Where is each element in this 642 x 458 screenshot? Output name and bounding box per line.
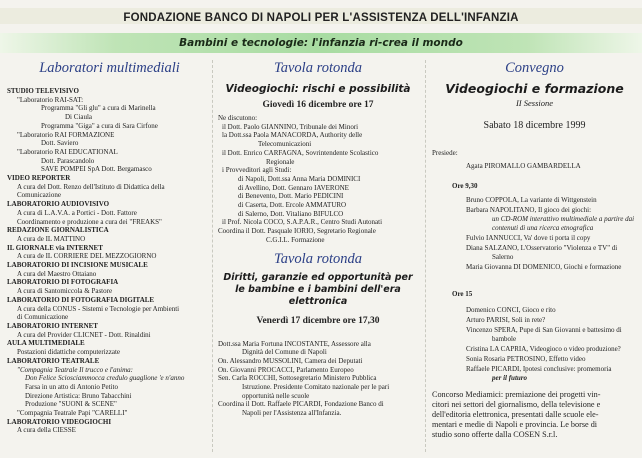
text-line: di Salerno, Dott. Vitaliano BIFULCO <box>238 209 344 218</box>
column-divider <box>425 60 426 452</box>
laboratori-list <box>7 87 212 435</box>
text-line: contenuti di una ricerca etnografica <box>492 224 594 232</box>
section-heading: Ore 9,30 <box>452 182 478 190</box>
text-line: Agata PIROMALLO GAMBARDELLA <box>466 162 581 170</box>
subtitle-text: Bambini e tecnologie: l'infanzia ri-crea il mondo <box>179 37 463 49</box>
text-line: Salerno <box>492 253 514 261</box>
text-line: Cristina LA CAPRIA, Videogioco o video produzione? <box>466 345 621 353</box>
header-bar <box>0 8 642 24</box>
text-line: A cura del Provider CLICNET - Dott. Rinaldini <box>17 330 151 339</box>
text-line: Istruzione. Presidente Comitato nazionale per le pari <box>242 383 390 392</box>
text-line: mentari e medie di Napoli e provincia. Le borse di <box>432 420 598 429</box>
convegno-session: II Sessione <box>515 98 554 108</box>
text-line: "Laboratorio RAI EDUCATIONAL <box>17 147 118 156</box>
tavola-rotonda-1-title: Tavola rotonda <box>274 60 362 76</box>
text-line: "Laboratorio RAI FORMAZIONE <box>17 130 115 139</box>
section-heading: REDAZIONE GIORNALISTICA <box>7 226 109 235</box>
tavola-rotonda-1-date: Giovedì 16 dicembre ore 17 <box>262 100 374 110</box>
text-line: A cura de IL MATTINO <box>17 234 86 243</box>
text-line: di Avellino, Dott. Gennaro IAVERONE <box>238 183 349 192</box>
convegno-date: Sabato 18 dicembre 1999 <box>483 120 586 131</box>
text-line: Dott. Saviero <box>41 139 79 148</box>
text-line: Postazioni didattiche computerizzate <box>17 348 121 357</box>
text-line: Coordinamento e produzione a cura dei "FREAKS" <box>17 217 162 226</box>
section-heading: LABORATORIO DI INCISIONE MUSICALE <box>7 261 148 270</box>
text-line: Farsa in un atto di Antonio Petito <box>25 382 118 391</box>
text-line: SAVE POMPEI SpA Dott. Bergamasco <box>41 165 152 174</box>
text-line: A cura de IL CORRIERE DEL MEZZOGIORNO <box>17 252 157 261</box>
text-line: Produzione "SUONI & SCENE" <box>25 400 117 409</box>
text-line: Presiede: <box>432 149 458 157</box>
text-line: Raffaele PICARDI, Ipotesi conclusive: promemoria <box>466 365 612 373</box>
text-line: Maria Giovanna DI DOMENICO, Giochi e formazione <box>466 263 622 271</box>
text-line: Coordina il Dott. Pasquale IORIO, Segretario Regionale <box>218 227 376 236</box>
convegno-theme: Videogiochi e formazione <box>445 81 624 96</box>
text-line: Domenico CONCI, Gioco e rito <box>466 306 556 314</box>
text-line: Dignità del Comune di Napoli <box>242 348 327 357</box>
text-line: di Caserta, Dott. Ercole AMMATURO <box>238 201 347 210</box>
tavola-rotonda-2-theme: Diritti, garanzie ed opportunità per le bambine e i bambini dell'era elettronica <box>223 271 413 307</box>
text-line: A cura del Maestro Ottaiano <box>17 269 97 278</box>
text-line: Programma "Giga" a cura di Sara Cirfone <box>41 121 158 130</box>
text-line: studio sono offerte dalla COSEN S.r.l. <box>432 430 558 439</box>
section-heading: Ore 15 <box>452 290 473 298</box>
text-line: di Napoli, Dott.ssa Anna Maria DOMINICI <box>238 174 361 183</box>
column-laboratori <box>7 58 212 435</box>
text-line: di Benevento, Dott. Mario PEDICINI <box>238 192 344 201</box>
text-line: il Dott. Enrico CARFAGNA, Sovrintendente Scolastico <box>222 148 379 157</box>
text-line: il Dott. Paolo GIANNINO, Tribunale dei Minori <box>222 122 359 131</box>
tavola-rotonda-2-speakers <box>218 340 418 418</box>
text-line: Direzione Artistica: Bruno Tabacchini <box>25 391 132 400</box>
section-heading: LABORATORIO VIDEOGIOCHI <box>7 417 112 426</box>
text-line: Napoli per l'Assistenza all'Infanzia. <box>242 409 342 418</box>
text-line: Diana SALZANO, L'Osservatorio "Violenza e TV" di <box>466 244 618 252</box>
column-divider <box>212 60 213 452</box>
section-heading: IL GIORNALE via INTERNET <box>7 243 103 252</box>
section-heading: LABORATORIO INTERNET <box>7 321 98 330</box>
text-line: Concorso Mediamici: premiazione dei progetti vin- <box>432 390 601 399</box>
text-line: Sen. Carla ROCCHI, Sottosegretario Ministero Pubblica <box>218 374 377 383</box>
subtitle-banner <box>0 33 642 53</box>
text-line: i Provveditori agli Studi: <box>222 166 292 175</box>
text-line: Telecomunicazioni <box>258 140 312 149</box>
section-heading: LABORATORIO DI FOTOGRAFIA <box>7 278 119 287</box>
text-line: opportunità nelle scuole <box>242 391 310 400</box>
text-line: Arturo PARISI, Soli in rete? <box>466 316 546 324</box>
text-line: dell'editoria elettronica, presentati dalle scuole ele- <box>432 410 599 419</box>
tavola-rotonda-1-theme: Videogiochi: rischi e possibilità <box>225 83 411 95</box>
section-heading: LABORATORIO DI FOTOGRAFIA DIGITALE <box>7 295 155 304</box>
text-line: "Compagnia Teatrale Papi "CARELLI" <box>17 409 128 418</box>
text-line: un CD-ROM interattivo multimediale a partire dai <box>492 215 635 223</box>
section-heading: per il futuro <box>492 374 528 382</box>
tavola-rotonda-2-title: Tavola rotonda <box>274 250 362 267</box>
text-line: A cura della CONUS - Sistemi e Tecnologie per Ambienti <box>17 304 180 313</box>
laboratori-title: Laboratori multimediali <box>39 60 180 76</box>
header-title: FONDAZIONE BANCO DI NAPOLI PER L'ASSISTENZA DELL'INFANZIA <box>123 12 519 24</box>
text-line: di Comunicazione <box>17 313 69 322</box>
column-convegno <box>432 58 637 458</box>
text-line: Vincenzo SPERA, Pupe di San Giovanni e battesimo di <box>466 326 622 334</box>
text-line: il Prof. Nicola COCO, S.A.P.A.R., Centro Studi Autonati <box>222 218 383 227</box>
text-line: Dott. Parascandolo <box>41 156 95 165</box>
text-line: "Compagnia Teatrale Il trucco e l'anima: <box>17 365 133 374</box>
section-heading: LABORATORIO TEATRALE <box>7 356 100 365</box>
convegno-title: Convegno <box>505 60 564 76</box>
section-heading: LABORATORIO AUDIOVISIVO <box>7 200 110 209</box>
section-heading: STUDIO TELEVISIVO <box>7 87 79 95</box>
text-line: A cura di L.A.V.A. a Portici - Dott. Fattore <box>17 208 137 217</box>
text-line: Sonia Rosaria PETROSINO, Effetto video <box>466 355 586 363</box>
text-line: "Laboratorio RAI-SAT: <box>17 95 84 104</box>
text-line: Regionale <box>266 157 295 166</box>
section-heading: VIDEO REPORTER <box>7 174 71 183</box>
text-line: Dott.ssa Maria Fortuna INCOSTANTE, Assessore alla <box>218 339 371 348</box>
text-line: Programma "Gli glu" a cura di Marinella <box>41 104 156 113</box>
text-line: Ne discutono: <box>218 114 258 122</box>
text-line: Fulvio IANNUCCI, Va' dove ti porta il copy <box>466 234 591 242</box>
text-line: Bruno COPPOLA, La variante di Wittgenstein <box>466 196 597 204</box>
text-line: Barbara NAPOLITANO, Il gioco dei giochi: <box>466 206 592 214</box>
text-line: la Dott.ssa Paola MANACORDA, Authority delle <box>222 131 363 140</box>
tavola-rotonda-2-date: Venerdì 17 dicembre ore 17,30 <box>256 315 380 326</box>
text-line: Coordina il Dott. Raffaele PICARDI, Fondazione Banco di <box>218 400 384 409</box>
text-line: C.G.I.L. Formazione <box>266 235 325 244</box>
tavola-rotonda-1-speakers <box>218 114 418 245</box>
text-line: A cura del Dott. Renzo dell'Istituto di Didattica della <box>17 182 165 191</box>
text-line: On. Giovanni PROCACCI, Parlamento Europeo <box>218 365 354 374</box>
text-line: citori nei settori del giornalismo, della televisione e <box>432 400 601 409</box>
text-line: A cura della CIESSE <box>17 426 76 435</box>
text-line: Comunicazione <box>17 191 61 200</box>
text-line: Di Ciaula <box>65 113 93 122</box>
text-line: Don Felice Sciosciammocca credulo guaglione 'e n'anno <box>25 374 185 383</box>
section-heading: AULA MULTIMEDIALE <box>7 339 85 348</box>
text-line: A cura di Santomiccola & Pastore <box>17 287 113 296</box>
text-line: bambole <box>492 335 517 343</box>
column-tavole-rotonde <box>218 58 418 418</box>
text-line: On. Alessandro MUSSOLINI, Camera dei Deputati <box>218 356 363 365</box>
